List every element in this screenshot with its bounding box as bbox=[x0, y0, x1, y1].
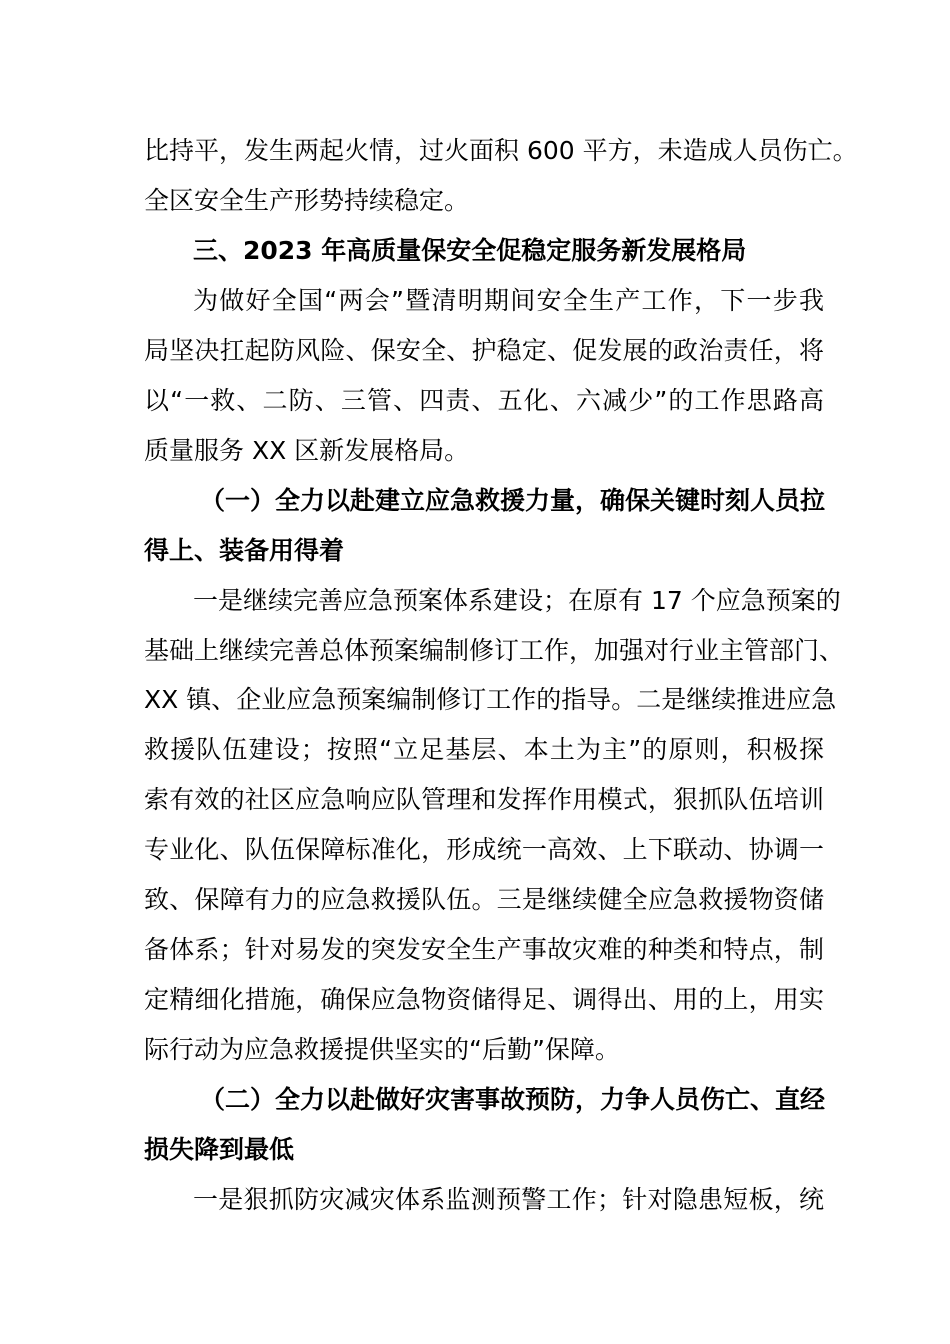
paragraph-line: XX 镇、企业应急预案编制修订工作的指导。二是继续推进应急 bbox=[144, 685, 837, 714]
paragraph-line: 定精细化措施，确保应急物资储得足、调得出、用的上，用实 bbox=[144, 985, 824, 1014]
paragraph-line: 致、保障有力的应急救援队伍。三是继续健全应急救援物资储 bbox=[144, 885, 824, 914]
paragraph-line: 一是狠抓防灾减灾体系监测预警工作；针对隐患短板，统 bbox=[193, 1185, 824, 1214]
paragraph-line: 为做好全国“两会”暨清明期间安全生产工作，下一步我 bbox=[193, 286, 824, 315]
paragraph-line: 以“一救、二防、三管、四责、五化、六减少”的工作思路高 bbox=[144, 386, 824, 415]
paragraph-line: 质量服务 XX 区新发展格局。 bbox=[144, 436, 470, 465]
paragraph-line: 际行动为应急救援提供坚实的“后勤”保障。 bbox=[144, 1035, 620, 1064]
paragraph-line: 局坚决扛起防风险、保安全、护稳定、促发展的政治责任，将 bbox=[144, 336, 824, 365]
subsection-heading: 得上、装备用得着 bbox=[144, 536, 345, 565]
paragraph-line: 一是继续完善应急预案体系建设；在原有 17 个应急预案的 bbox=[193, 586, 841, 615]
paragraph-line: 备体系；针对易发的突发安全生产事故灾难的种类和特点，制 bbox=[144, 935, 824, 964]
paragraph-line: 专业化、队伍保障标准化，形成统一高效、上下联动、协调一 bbox=[144, 835, 824, 864]
section-heading: 三、2023 年高质量保安全促稳定服务新发展格局 bbox=[193, 236, 747, 265]
paragraph-line: 救援队伍建设；按照“立足基层、本土为主”的原则，积极探 bbox=[144, 735, 824, 764]
paragraph-line: 索有效的社区应急响应队管理和发挥作用模式，狠抓队伍培训 bbox=[144, 785, 824, 814]
subsection-heading: 损失降到最低 bbox=[144, 1135, 295, 1164]
paragraph-line: 全区安全生产形势持续稳定。 bbox=[144, 186, 470, 215]
subsection-heading: （一）全力以赴建立应急救援力量，确保关键时刻人员拉 bbox=[200, 486, 826, 515]
paragraph-line: 比持平，发生两起火情，过火面积 600 平方，未造成人员伤亡。 bbox=[144, 136, 858, 165]
subsection-heading: （二）全力以赴做好灾害事故预防，力争人员伤亡、直经 bbox=[200, 1085, 826, 1114]
paragraph-line: 基础上继续完善总体预案编制修订工作，加强对行业主管部门、 bbox=[144, 636, 845, 665]
